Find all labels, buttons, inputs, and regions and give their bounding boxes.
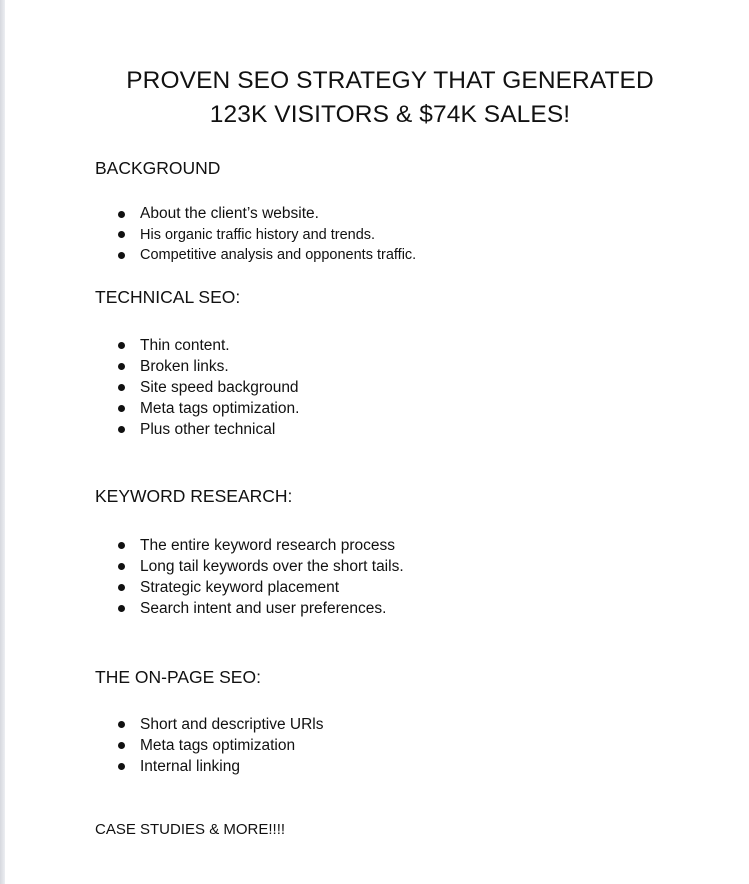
closing-line: CASE STUDIES & MORE!!!!	[95, 821, 286, 838]
list-item-text: Strategic keyword placement	[140, 579, 340, 596]
list-item	[0, 598, 404, 619]
section-heading-keyword-research: KEYWORD RESEARCH:	[95, 486, 293, 506]
list-item-text: Site speed background	[140, 379, 299, 396]
list-item-text: Thin content.	[140, 337, 230, 354]
list-item-text: The entire keyword research process	[140, 537, 396, 554]
section-heading-technical-seo: TECHNICAL SEO:	[95, 287, 241, 307]
list-item	[0, 225, 416, 246]
bullet-icon	[118, 384, 125, 391]
list-item-text: Meta tags optimization	[140, 737, 296, 754]
list-item-text: Short and descriptive URls	[140, 716, 324, 733]
bullet-icon	[118, 763, 125, 770]
document-title-line-2: 123K VISITORS & $74K SALES!	[209, 101, 571, 128]
list-item	[0, 356, 299, 377]
list-item	[0, 419, 299, 440]
list-item-text: Search intent and user preferences.	[140, 600, 387, 617]
list-item	[0, 535, 404, 556]
list-item-text: Plus other technical	[140, 421, 276, 438]
bullet-icon	[118, 605, 125, 612]
bullet-icon	[118, 231, 125, 238]
list-item-text: Internal linking	[140, 758, 240, 775]
list-item	[0, 714, 324, 735]
bullet-icon	[118, 211, 125, 218]
list-item	[0, 756, 324, 777]
list-item	[0, 556, 404, 577]
on-page-seo-list	[0, 714, 324, 777]
background-list	[0, 204, 416, 266]
document-title-line-1: PROVEN SEO STRATEGY THAT GENERATED	[126, 67, 654, 94]
bullet-icon	[118, 342, 125, 349]
bullet-icon	[118, 363, 125, 370]
bullet-icon	[118, 426, 125, 433]
bullet-icon	[118, 563, 125, 570]
bullet-icon	[118, 742, 125, 749]
list-item	[0, 377, 299, 398]
list-item	[0, 577, 404, 598]
section-heading-background: BACKGROUND	[95, 158, 221, 178]
list-item-text: Meta tags optimization.	[140, 400, 300, 417]
list-item-text: Competitive analysis and opponents traffic.	[140, 247, 417, 263]
list-item	[0, 335, 299, 356]
list-item	[0, 398, 299, 419]
keyword-research-list	[0, 535, 404, 619]
list-item-text: His organic traffic history and trends.	[140, 226, 376, 243]
section-heading-on-page-seo: THE ON-PAGE SEO:	[95, 667, 261, 687]
list-item	[0, 245, 416, 266]
list-item-text: Broken links.	[140, 358, 229, 375]
technical-seo-list	[0, 335, 299, 440]
list-item-text: About the client’s website.	[140, 205, 319, 222]
bullet-icon	[118, 405, 125, 412]
bullet-icon	[118, 721, 125, 728]
bullet-icon	[118, 542, 125, 549]
list-item	[0, 204, 416, 225]
bullet-icon	[118, 252, 125, 259]
bullet-icon	[118, 584, 125, 591]
list-item-text: Long tail keywords over the short tails.	[140, 558, 404, 575]
list-item	[0, 735, 324, 756]
